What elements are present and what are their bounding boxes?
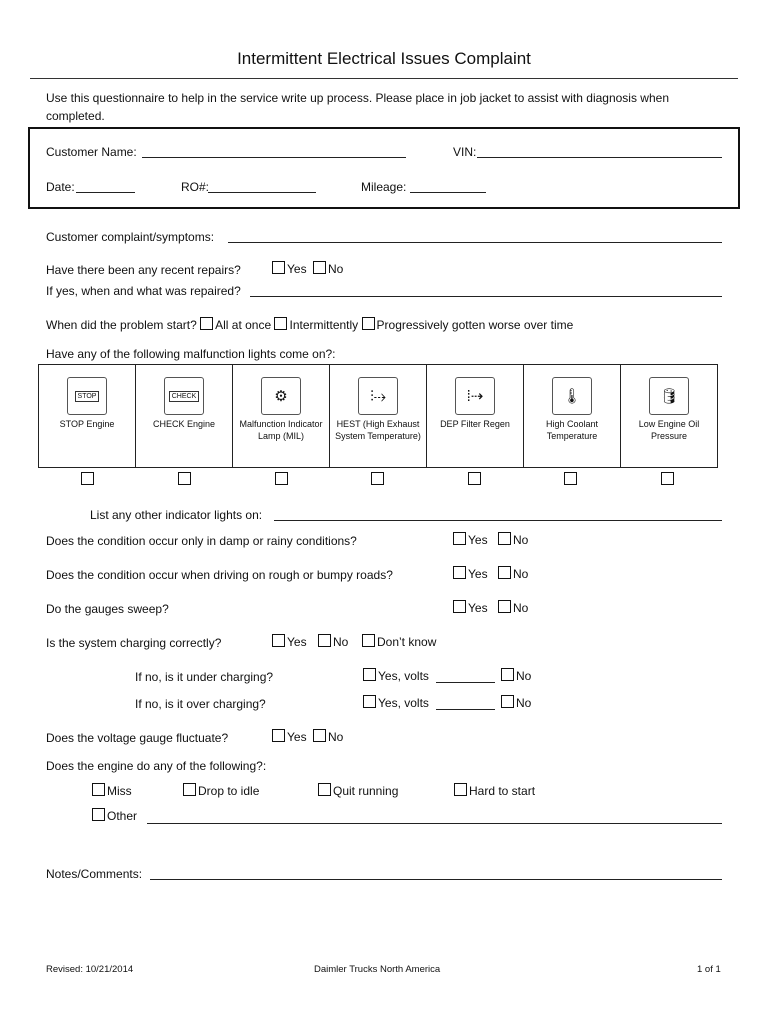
mileage-label: Mileage:	[361, 180, 407, 194]
intro-text: Use this questionnaire to help in the service write up process. Please place in job jacket to assist with diagnosis when completed.	[46, 91, 669, 123]
yes-volts-label: Yes, volts	[378, 696, 429, 710]
light-cell	[524, 365, 621, 467]
ro-field[interactable]	[208, 192, 316, 193]
checkbox-icon[interactable]	[363, 695, 376, 708]
checkbox-icon[interactable]	[272, 261, 285, 274]
checkbox-icon[interactable]	[498, 532, 511, 545]
dont-know-label: Don’t know	[377, 635, 437, 649]
yes-label: Yes	[287, 635, 307, 649]
recent-repairs-question: Have there been any recent repairs?	[46, 263, 241, 277]
notes-field[interactable]	[150, 879, 722, 880]
no-label: No	[513, 533, 529, 547]
dep-filter-checkbox[interactable]	[468, 472, 481, 485]
over-charging-question: If no, is it over charging?	[135, 697, 266, 711]
engine-quit[interactable]	[318, 783, 398, 799]
engine-other-field[interactable]	[147, 823, 722, 824]
engine-other[interactable]	[92, 808, 137, 824]
icon-text: 🛢	[659, 388, 679, 405]
mil-checkbox[interactable]	[275, 472, 288, 485]
engine-hard[interactable]	[454, 783, 535, 799]
problem-start-question	[46, 317, 573, 333]
engine-miss[interactable]	[92, 783, 132, 799]
checkbox-icon[interactable]	[92, 783, 105, 796]
check-engine-icon	[164, 377, 204, 415]
dpf-regen-icon	[455, 377, 495, 415]
other-lights-field[interactable]	[274, 520, 722, 521]
rough-question: Does the condition occur when driving on rough or bumpy roads?	[46, 568, 393, 582]
checkbox-icon[interactable]	[313, 261, 326, 274]
all-at-once-label: All at once	[215, 318, 272, 332]
intermittently-label: Intermittently	[289, 318, 359, 332]
checkbox-icon[interactable]	[92, 808, 105, 821]
light-label: HEST (High Exhaust System Temperature)	[335, 419, 421, 441]
checkbox-icon[interactable]	[362, 317, 375, 330]
charging-question: Is the system charging correctly?	[46, 636, 222, 650]
light-label: DEP Filter Regen	[440, 419, 510, 429]
customer-name-label: Customer Name:	[46, 145, 137, 159]
light-cell	[427, 365, 524, 467]
no-label: No	[328, 730, 344, 744]
coolant-checkbox[interactable]	[564, 472, 577, 485]
charging-no[interactable]	[318, 634, 348, 650]
gauges-no[interactable]	[498, 600, 528, 616]
no-label: No	[516, 696, 532, 710]
no-label: No	[516, 669, 532, 683]
voltage-yes[interactable]	[272, 729, 307, 745]
yes-label: Yes	[287, 730, 307, 744]
recent-repairs-yes[interactable]	[272, 261, 307, 277]
problem-start-label: When did the problem start?	[46, 318, 197, 332]
stop-engine-checkbox[interactable]	[81, 472, 94, 485]
checkbox-icon[interactable]	[183, 783, 196, 796]
complaint-field[interactable]	[228, 242, 722, 243]
check-engine-checkbox[interactable]	[178, 472, 191, 485]
under-volts-field[interactable]	[436, 682, 495, 683]
customer-name-field[interactable]	[142, 157, 406, 158]
over-yes-volts[interactable]	[363, 695, 429, 711]
rough-no[interactable]	[498, 566, 528, 582]
light-cell	[136, 365, 233, 467]
oil-pressure-icon	[649, 377, 689, 415]
complaint-label: Customer complaint/symptoms:	[46, 230, 215, 244]
hest-checkbox[interactable]	[371, 472, 384, 485]
checkbox-icon[interactable]	[272, 634, 285, 647]
progressively-label: Progressively gotten worse over time	[376, 318, 574, 332]
repairs-followup-label: If yes, when and what was repaired?	[46, 284, 241, 298]
under-no[interactable]	[501, 668, 531, 684]
vin-field[interactable]	[477, 157, 722, 158]
checkbox-icon[interactable]	[498, 600, 511, 613]
light-label: High Coolant Temperature	[545, 419, 599, 441]
no-label: No	[328, 262, 344, 276]
checkbox-icon[interactable]	[501, 668, 514, 681]
light-cell	[330, 365, 427, 467]
checkbox-icon[interactable]	[272, 729, 285, 742]
voltage-question: Does the voltage gauge fluctuate?	[46, 731, 229, 745]
icon-text: ⁞⇢	[466, 388, 484, 405]
checkbox-icon[interactable]	[498, 566, 511, 579]
checkbox-icon[interactable]	[318, 783, 331, 796]
over-volts-field[interactable]	[436, 709, 495, 710]
malfunction-lights-table	[38, 364, 718, 468]
yes-label: Yes	[468, 567, 488, 581]
checkbox-icon[interactable]	[318, 634, 331, 647]
no-label: No	[513, 567, 529, 581]
rough-yes[interactable]	[453, 566, 488, 582]
page-title: Intermittent Electrical Issues Complaint	[237, 49, 531, 68]
other-label: Other	[107, 809, 138, 823]
quit-label: Quit running	[333, 784, 399, 798]
vin-label: VIN:	[453, 145, 477, 159]
engine-drop[interactable]	[183, 783, 259, 799]
customer-info-box	[28, 127, 740, 209]
date-field[interactable]	[76, 192, 135, 193]
checkbox-icon[interactable]	[453, 566, 466, 579]
gauges-yes[interactable]	[453, 600, 488, 616]
light-cell	[39, 365, 136, 467]
checkbox-icon[interactable]	[362, 634, 375, 647]
checkbox-icon[interactable]	[453, 532, 466, 545]
over-no[interactable]	[501, 695, 531, 711]
other-lights-label: List any other indicator lights on:	[90, 508, 263, 522]
page-number: 1 of 1	[697, 964, 721, 975]
mileage-field[interactable]	[410, 192, 486, 193]
date-label: Date:	[46, 180, 75, 194]
under-charging-question: If no, is it under charging?	[135, 670, 274, 684]
icon-text: CHECK	[169, 391, 200, 402]
icon-text: STOP	[75, 391, 100, 402]
icon-text: ⫶⇢	[370, 387, 386, 405]
stop-engine-icon	[67, 377, 107, 415]
engine-icon	[261, 377, 301, 415]
title-rule	[30, 78, 738, 79]
voltage-no[interactable]	[313, 729, 343, 745]
miss-label: Miss	[107, 784, 132, 798]
charging-yes[interactable]	[272, 634, 307, 650]
yes-label: Yes	[468, 601, 488, 615]
exhaust-temp-icon	[358, 377, 398, 415]
charging-dont-know[interactable]	[362, 634, 436, 650]
light-cell	[233, 365, 330, 467]
light-label: Malfunction Indicator Lamp (MIL)	[239, 419, 323, 441]
light-cell	[621, 365, 717, 467]
malfunction-question: Have any of the following malfunction lights come on?:	[46, 347, 336, 361]
checkbox-icon[interactable]	[274, 317, 287, 330]
checkbox-icon[interactable]	[454, 783, 467, 796]
checkbox-icon[interactable]	[313, 729, 326, 742]
light-label: CHECK Engine	[152, 419, 216, 429]
company-name: Daimler Trucks North America	[314, 964, 441, 975]
checkbox-icon[interactable]	[501, 695, 514, 708]
damp-no[interactable]	[498, 532, 528, 548]
under-yes-volts[interactable]	[363, 668, 429, 684]
revised-date: Revised: 10/21/2014	[46, 964, 134, 975]
light-label: Low Engine Oil Pressure	[638, 419, 700, 441]
damp-yes[interactable]	[453, 532, 488, 548]
checkbox-icon[interactable]	[200, 317, 213, 330]
checkbox-icon[interactable]	[453, 600, 466, 613]
yes-label: Yes	[287, 262, 307, 276]
ro-label: RO#:	[181, 180, 210, 194]
icon-text: ⚙	[274, 388, 288, 405]
recent-repairs-no[interactable]	[313, 261, 343, 277]
repairs-followup-field[interactable]	[250, 296, 722, 297]
coolant-temp-icon	[552, 377, 592, 415]
engine-question: Does the engine do any of the following?:	[46, 759, 267, 773]
yes-volts-label: Yes, volts	[378, 669, 429, 683]
drop-label: Drop to idle	[198, 784, 260, 798]
damp-question: Does the condition occur only in damp or rainy conditions?	[46, 534, 357, 548]
icon-text: 🌡	[562, 388, 582, 405]
oil-pressure-checkbox[interactable]	[661, 472, 674, 485]
no-label: No	[513, 601, 529, 615]
light-label: STOP Engine	[59, 419, 115, 429]
hard-label: Hard to start	[469, 784, 536, 798]
gauges-question: Do the gauges sweep?	[46, 602, 169, 616]
checkbox-icon[interactable]	[363, 668, 376, 681]
notes-label: Notes/Comments:	[46, 867, 143, 881]
no-label: No	[333, 635, 349, 649]
yes-label: Yes	[468, 533, 488, 547]
